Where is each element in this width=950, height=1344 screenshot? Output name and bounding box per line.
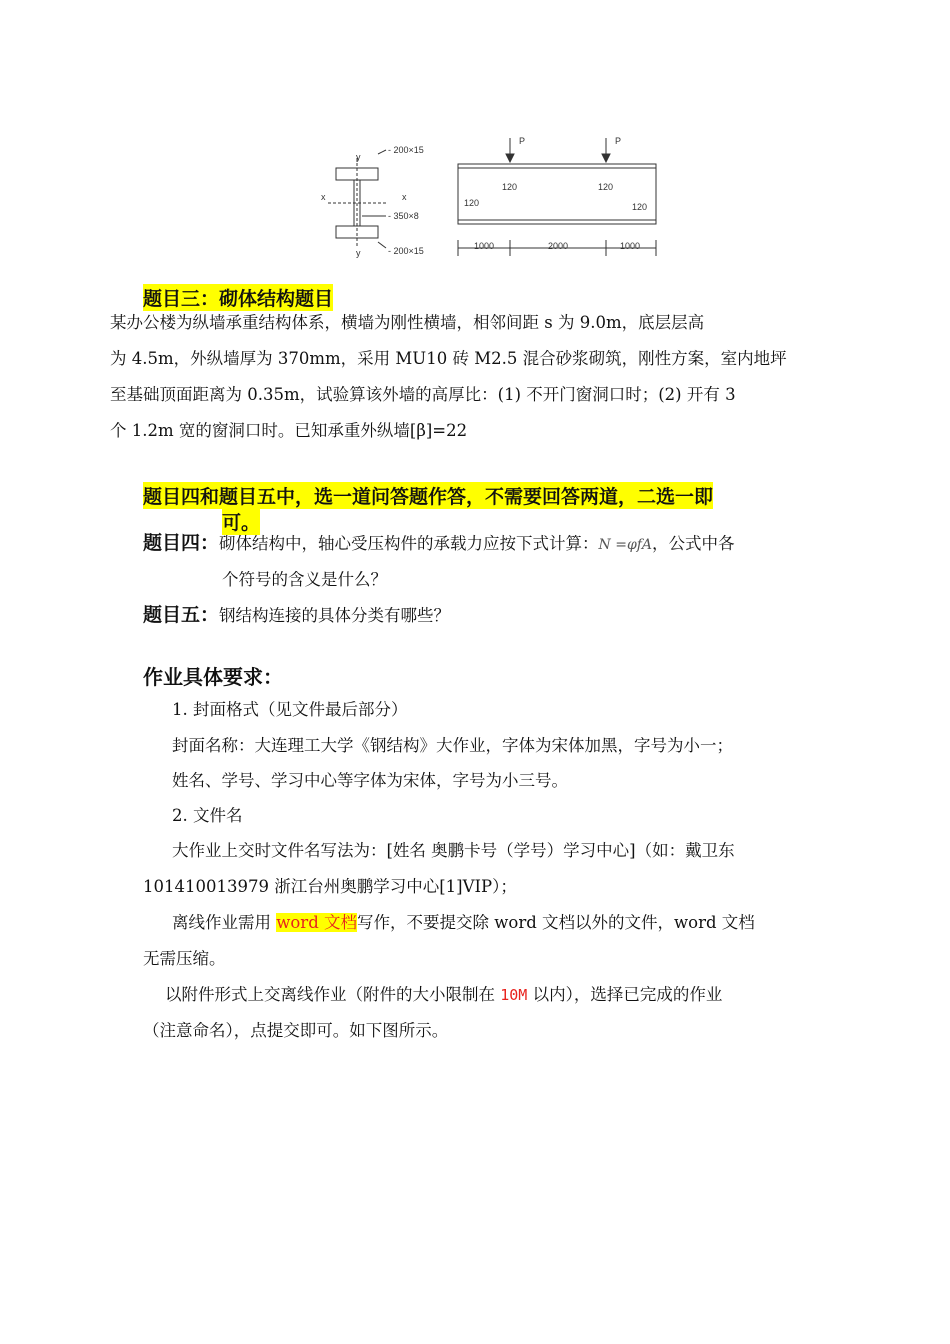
size-limit: 10M <box>500 986 528 1004</box>
requirements-title: 作业具体要求： <box>143 665 283 689</box>
q4-label: 题目四： <box>143 532 220 554</box>
q4-line-1 <box>143 526 735 563</box>
attach-pre: 以附件形式上交离线作业（附件的大小限制在 <box>165 985 501 1004</box>
q4-text-before: 砌体结构中，轴心受压构件的承载力应按下式计算： <box>219 534 599 553</box>
q5-label: 题目五： <box>143 604 220 626</box>
req-item-2: 2. 文件名 <box>172 806 243 825</box>
q4-line-2: 个符号的含义是什么？ <box>222 570 387 589</box>
y-axis-label-bottom: y <box>356 248 361 258</box>
web-label: - 350×8 <box>388 211 419 221</box>
choice-instruction-line-1: 题目四和题目五中，选一道问答题作答，不需要回答两道，二选一即 <box>143 482 713 509</box>
q3-title: 题目三：砌体结构题目 <box>143 284 333 311</box>
req-item-1-line-1: 封面名称：大连理工大学《钢结构》大作业，字体为宋体加黑，字号为小一； <box>172 736 733 755</box>
beam-outline <box>458 164 656 224</box>
bottom-flange-label: - 200×15 <box>388 246 424 256</box>
i-section-diagram <box>328 150 388 248</box>
q4-formula: N =φfA <box>598 537 653 553</box>
attach-line-2: （注意命名），点提交即可。如下图所示。 <box>143 1021 449 1040</box>
attach-line-1 <box>165 977 722 1013</box>
structural-figure <box>316 130 666 266</box>
load-label-right: P <box>615 136 622 146</box>
support-label-left: 120 <box>464 198 480 208</box>
offline-pre: 离线作业需用 <box>172 913 277 932</box>
req-item-2-line-1: 大作业上交时文件名写法为：[姓名 奥鹏卡号（学号）学习中心]（如：戴卫东 <box>172 841 735 860</box>
q3-line-4: 个 1.2m 宽的窗洞口时。已知承重外纵墙[β]=22 <box>110 421 468 440</box>
word-doc-highlight: word 文档 <box>276 913 358 932</box>
span-label-mid: 2000 <box>548 241 569 251</box>
bottom-flange <box>336 226 378 238</box>
support-label-right: 120 <box>632 202 648 212</box>
choice-instruction-line-2: 可。 <box>222 508 260 535</box>
attach-post: 以内），选择已完成的作业 <box>527 985 723 1004</box>
x-axis-label-left: x <box>321 192 326 202</box>
q3-line-1: 某办公楼为纵墙承重结构体系，横墙为刚性横墙，相邻间距 s 为 9.0m，底层层高 <box>110 313 705 332</box>
q5-line <box>143 598 450 633</box>
bearing-label-right: 120 <box>598 182 614 192</box>
span-label-left: 1000 <box>474 241 495 251</box>
top-flange-label: - 200×15 <box>388 145 424 155</box>
q3-line-3: 至基础顶面距离为 0.35m，试验算该外墙的高厚比：(1) 不开门窗洞口时；(2) 开有 3 <box>110 385 736 404</box>
bearing-label-left: 120 <box>502 182 518 192</box>
offline-line-1 <box>172 905 755 940</box>
span-label-right: 1000 <box>620 241 641 251</box>
y-axis-label-top: y <box>356 152 361 162</box>
offline-post: 写作，不要提交除 word 文档以外的文件，word 文档 <box>357 913 755 932</box>
figure-svg <box>316 130 666 266</box>
load-label-left: P <box>519 136 526 146</box>
q5-text: 钢结构连接的具体分类有哪些？ <box>219 606 451 625</box>
offline-line-2: 无需压缩。 <box>143 949 226 968</box>
req-item-1-line-2: 姓名、学号、学习中心等字体为宋体，字号为小三号。 <box>172 771 568 790</box>
req-item-2-line-2: 101410013979 浙江台州奥鹏学习中心[1]VIP）； <box>143 877 517 896</box>
req-item-1: 1. 封面格式（见文件最后部分） <box>172 700 408 719</box>
beam-diagram <box>458 138 656 256</box>
x-axis-label-right: x <box>402 192 407 202</box>
q4-text-after: ，公式中各 <box>652 534 735 553</box>
q3-line-2: 为 4.5m，外纵墙厚为 370mm，采用 MU10 砖 M2.5 混合砂浆砌筑，刚性方案，室内地坪 <box>110 349 787 368</box>
